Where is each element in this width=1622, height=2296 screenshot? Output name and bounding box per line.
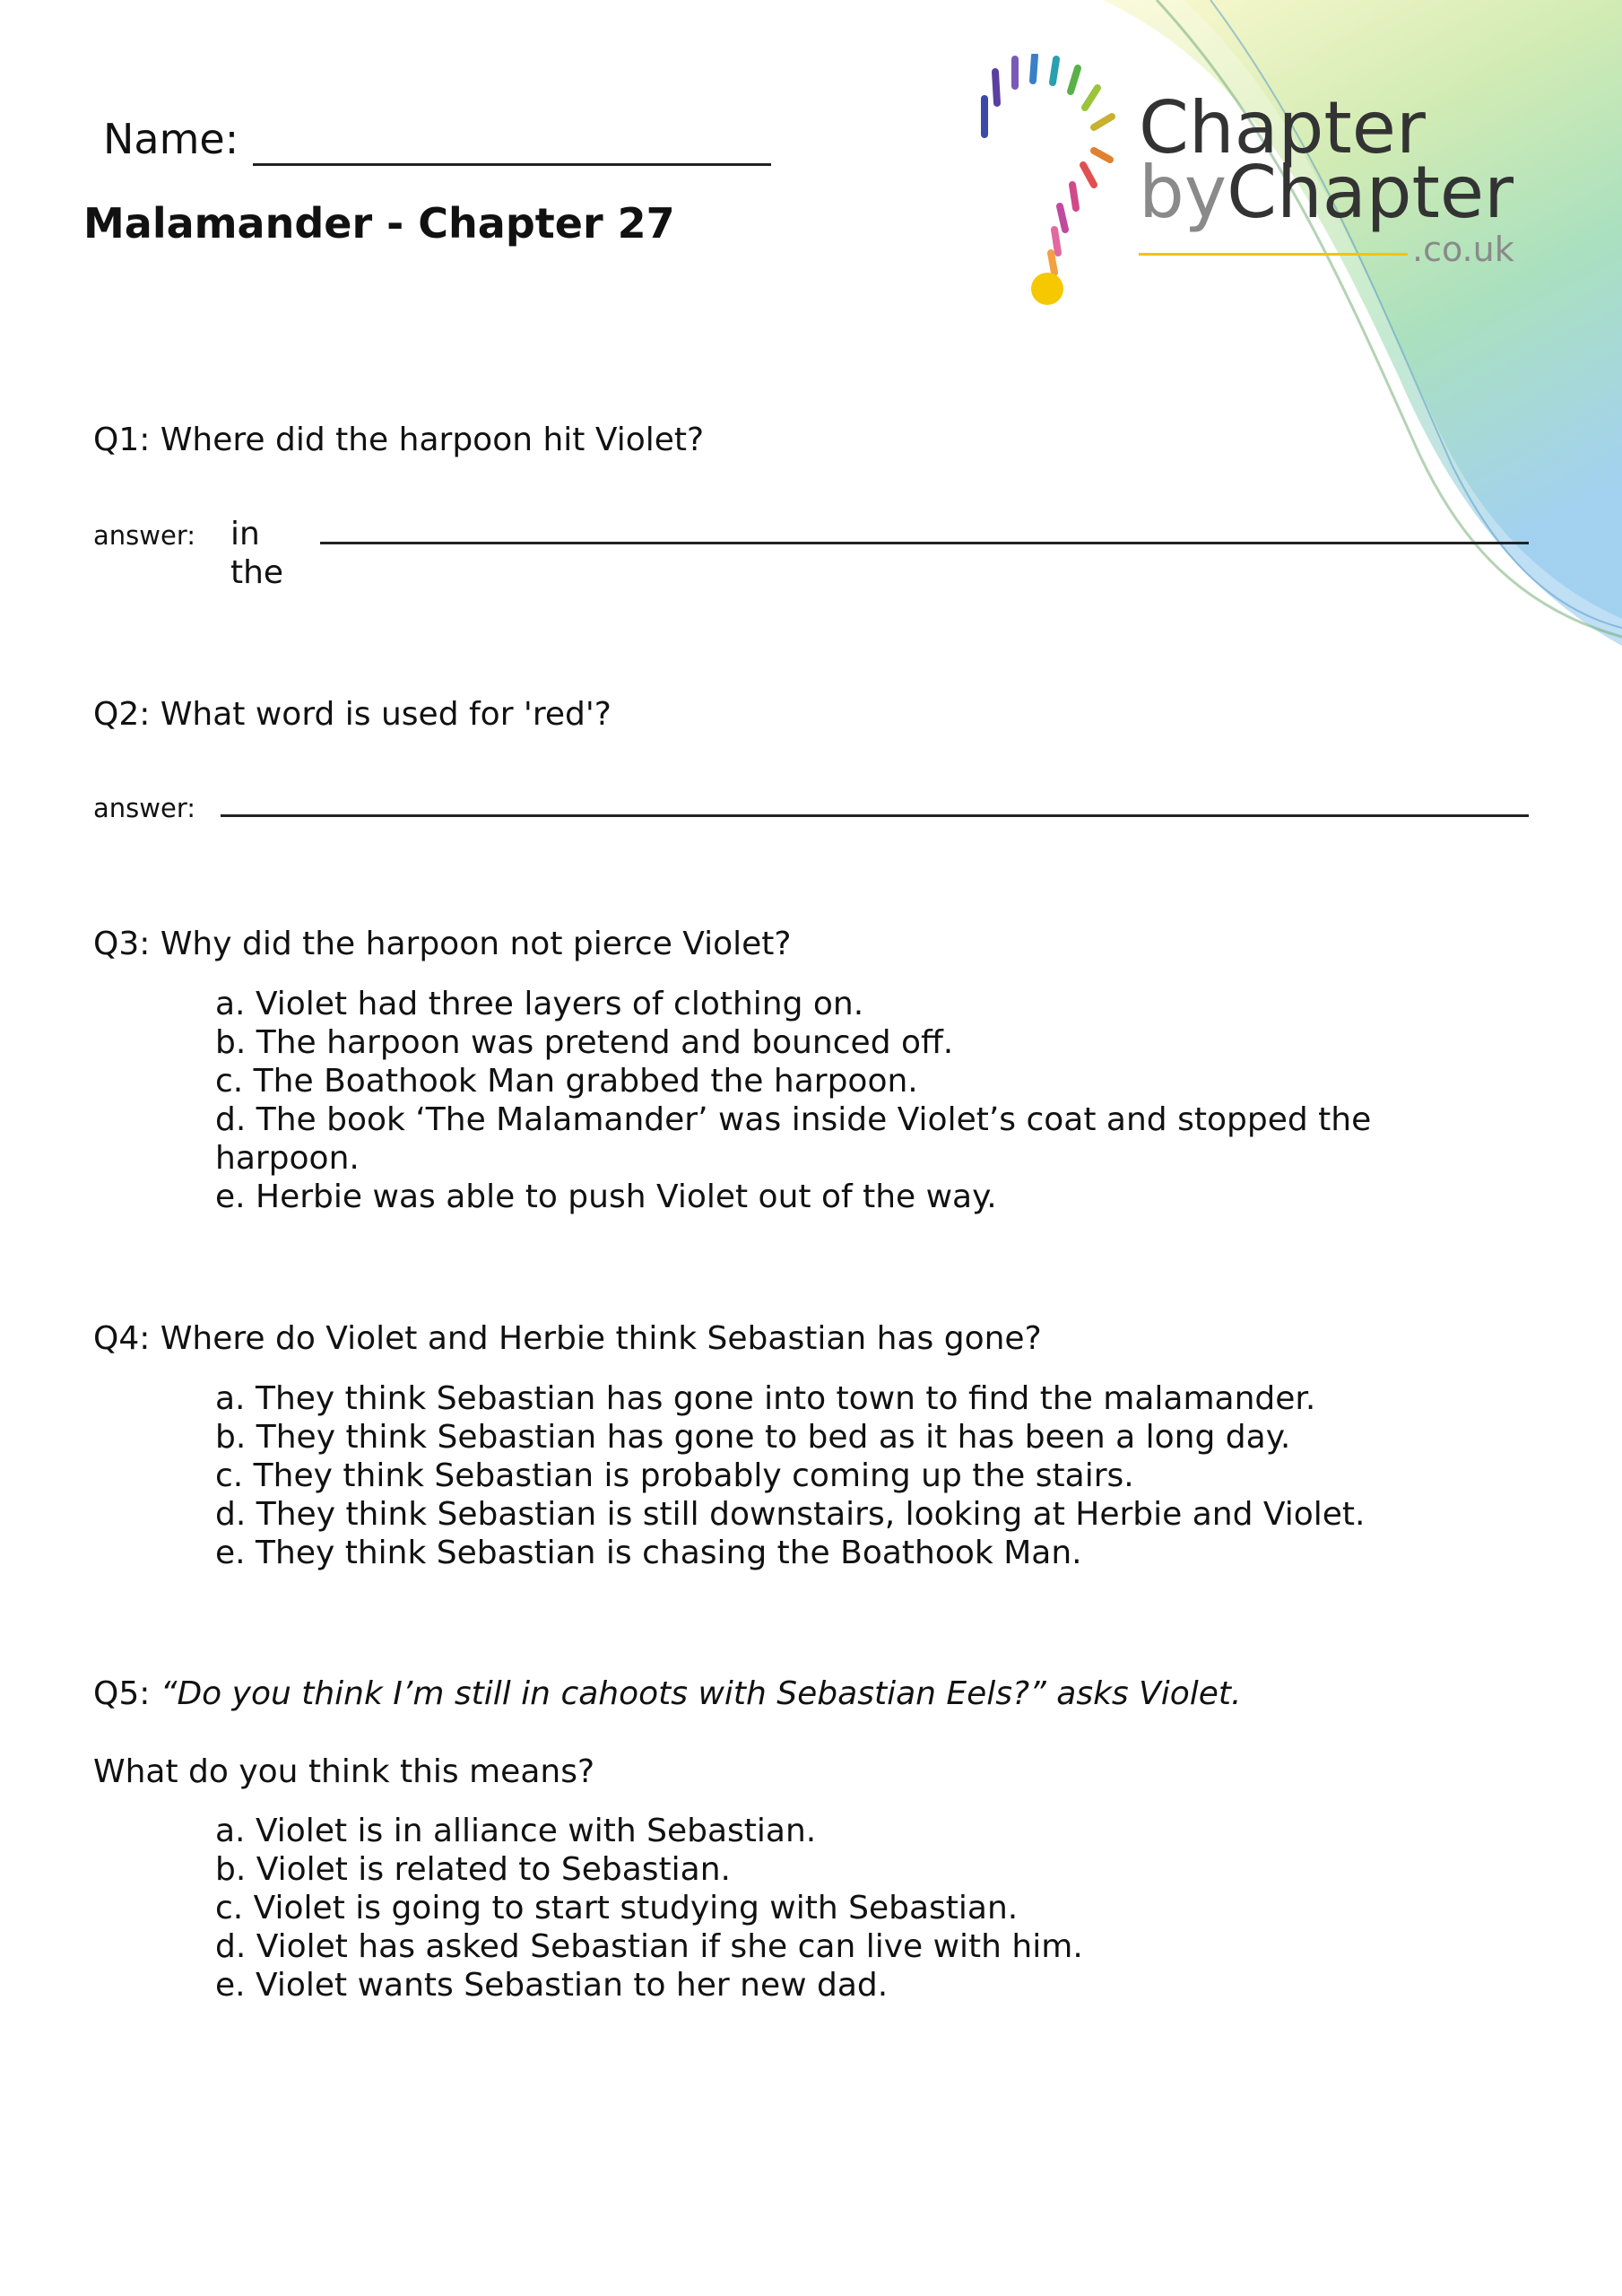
q5-options [215, 1812, 1453, 2005]
q3-option-a[interactable]: a. Violet had three layers of clothing on. [215, 986, 864, 1022]
q4-options [215, 1379, 1453, 1572]
q3-option-e[interactable]: e. Herbie was able to push Violet out of the way. [215, 1178, 997, 1215]
q1-answer-line[interactable] [320, 542, 1529, 544]
q5-option-a[interactable]: a. Violet is in alliance with Sebastian. [215, 1813, 817, 1849]
logo [968, 54, 1542, 314]
question-2: Q2: What word is used for 'red'? [93, 696, 612, 733]
q3-option-c[interactable]: c. The Boathook Man grabbed the harpoon. [215, 1063, 918, 1100]
logo-underline [1139, 253, 1408, 256]
q5-option-d[interactable]: d. Violet has asked Sebastian if she can live with him. [215, 1928, 1083, 1965]
q5-option-c[interactable]: c. Violet is going to start studying with Sebastian. [215, 1890, 1019, 1926]
logo-chapter2-text: Chapter [1227, 151, 1514, 234]
logo-suffix-text: .co.uk [1412, 230, 1514, 269]
logo-bychapter-text [1139, 152, 1514, 233]
name-label: Name: [103, 115, 239, 163]
q5-quote: “Do you think I’m still in cahoots with Sebastian Eels?” asks Violet. [160, 1675, 1242, 1712]
q5-option-e[interactable]: e. Violet wants Sebastian to her new dad. [215, 1967, 889, 2004]
q2-answer-label: answer: [93, 793, 196, 823]
q1-answer-prefix-the: the [230, 554, 284, 591]
question-5-sub: What do you think this means? [93, 1753, 595, 1790]
q4-option-a[interactable]: a. They think Sebastian has gone into town to find the malamander. [215, 1380, 1316, 1417]
q1-answer-label: answer: [93, 520, 196, 551]
q4-option-b[interactable]: b. They think Sebastian has gone to bed as it has been a long day. [215, 1419, 1291, 1456]
question-1: Q1: Where did the harpoon hit Violet? [93, 422, 705, 458]
question-4: Q4: Where do Violet and Herbie think Sebastian has gone? [93, 1320, 1042, 1357]
q5-prefix: Q5: [93, 1675, 160, 1712]
question-3: Q3: Why did the harpoon not pierce Violet? [93, 926, 792, 962]
page-title: Malamander - Chapter 27 [83, 199, 675, 248]
q1-answer-prefix [230, 515, 283, 592]
q1-answer-prefix-in: in [230, 516, 260, 552]
logo-chapter-text: Chapter [1139, 86, 1426, 170]
q4-option-c[interactable]: c. They think Sebastian is probably coming up the stairs. [215, 1457, 1134, 1494]
q5-option-b[interactable]: b. Violet is related to Sebastian. [215, 1851, 731, 1888]
question-5 [93, 1675, 1241, 1712]
q3-options [215, 985, 1453, 1216]
name-answer-line[interactable] [253, 163, 771, 166]
q3-option-d[interactable]: d. The book ‘The Malamander’ was inside Violet’s coat and stopped the harpoon. [215, 1101, 1372, 1177]
logo-by-text: by [1139, 151, 1227, 234]
question-mark-books-icon [968, 54, 1121, 314]
q4-option-e[interactable]: e. They think Sebastian is chasing the Boathook Man. [215, 1535, 1082, 1571]
q2-answer-line[interactable] [221, 814, 1529, 817]
q4-option-d[interactable]: d. They think Sebastian is still downstairs, looking at Herbie and Violet. [215, 1496, 1366, 1533]
q3-option-b[interactable]: b. The harpoon was pretend and bounced off. [215, 1024, 954, 1061]
